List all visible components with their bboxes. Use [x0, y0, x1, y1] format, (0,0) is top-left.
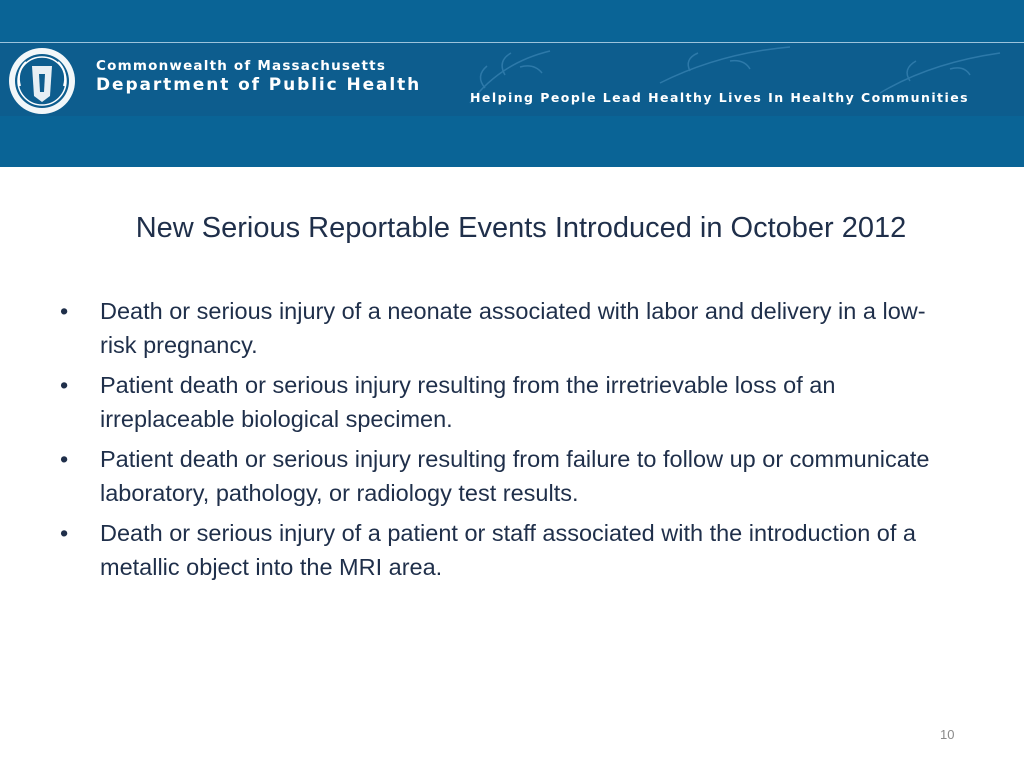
agency-name — [96, 58, 421, 95]
state-seal-icon — [6, 46, 78, 116]
bullet-icon: • — [60, 520, 69, 546]
bullet-item — [60, 442, 960, 510]
bullet-item — [60, 516, 960, 584]
agency-tagline: Helping People Lead Healthy Lives In Healthy Communities — [470, 90, 970, 105]
bullet-item — [60, 294, 960, 362]
slide-title: New Serious Reportable Events Introduced in October 2012 — [135, 212, 907, 244]
bullet-icon: • — [60, 372, 69, 398]
agency-name-line1: Commonwealth of Massachusetts — [96, 58, 387, 74]
page-number: 10 — [940, 727, 955, 742]
bullet-icon: • — [60, 446, 69, 472]
laurel-leaves-icon — [460, 43, 1024, 116]
header-banner — [0, 0, 1024, 167]
bullet-list — [60, 294, 960, 590]
bullet-text: Patient death or serious injury resulting from the irretrievable loss of an irreplaceable biological specimen. — [100, 372, 836, 432]
bullet-text: Patient death or serious injury resulting from failure to follow up or communicate laboratory, pathology, or radiology test results. — [100, 446, 930, 506]
bullet-icon: • — [60, 298, 69, 324]
bullet-item — [60, 368, 960, 436]
agency-name-line2: Department of Public Health — [96, 75, 422, 95]
bullet-text: Death or serious injury of a neonate associated with labor and delivery in a low-risk pregnancy. — [100, 298, 926, 358]
bullet-text: Death or serious injury of a patient or staff associated with the introduction of a metallic object into the MRI area. — [100, 520, 916, 580]
